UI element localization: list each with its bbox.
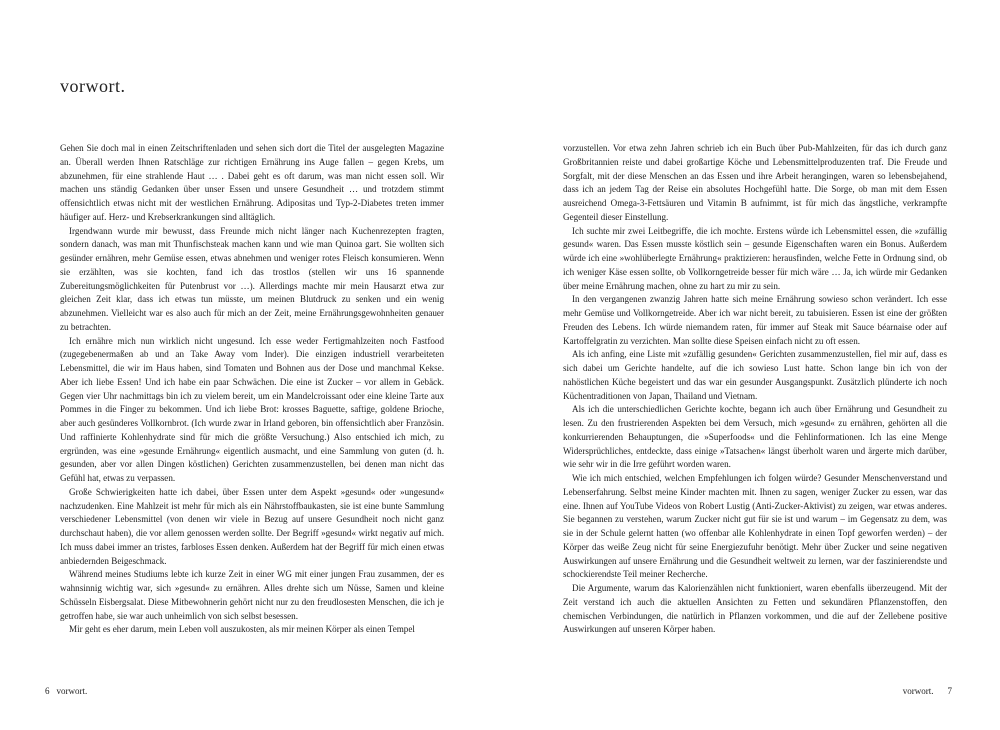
- paragraph: Mir geht es eher darum, mein Leben voll auszukosten, als mir meinen Körper als einen Tempel: [69, 624, 415, 635]
- paragraph: Ich suchte mir zwei Leitbegriffe, die ich mochte. Erstens würde ich Lebensmittel essen, die »zufällig gesund« waren. Das Essen musste köstlich sein – gesunde Eigenschaften waren ein Bonus. Außerdem würde ich eine »wohlüberlegte Ernährung« praktizieren: herausfinden, welche Fette in Ordnung sind, ob ich weniger Käse essen sollte, ob Vollkorngetreide besser für mich wäre … Ja, ich würde mir Gedanken über meine Ernährung machen, ohne zu hart zu mir zu sein.: [563, 225, 947, 291]
- running-head: vorwort.: [902, 686, 934, 696]
- left-body-text: [60, 142, 444, 637]
- paragraph: Während meines Studiums lebte ich kurze Zeit in einer WG mit einer jungen Frau zusammen, der es wahnsinnig wichtig war, sich »gesund« zu ernähren. Alles drehte sich um Nüsse, Samen und kleine Schüsseln Eisbergsalat. Diese Mitbewohnerin gehört nicht nur zu den freudlosesten Menschen, die ich je getroffen habe, sie war auch unheimlich von sich selbst besessen.: [60, 569, 444, 621]
- right-body-text: [563, 142, 947, 637]
- running-head: vorwort.: [56, 686, 88, 696]
- page-number: 7: [947, 686, 952, 696]
- paragraph: Gehen Sie doch mal in einen Zeitschriftenladen und sehen sich dort die Titel der ausgelegten Magazine an. Überall werden Ihnen Ratschläge zur richtigen Ernährung ins Auge fallen – gegen Krebs, um abzunehmen, für eine strahlende Haut … . Dabei geht es oft darum, was man nicht essen soll. Wir machen uns ständig Gedanken über unser Essen und unsere Gesundheit … und trotzdem stimmt offensichtlich etwas nicht mit der westlichen Ernährung. Adipositas und Typ-2-Diabetes treten immer häufiger auf. Herz- und Krebserkrankungen sind alltäglich.: [60, 143, 444, 222]
- paragraph: Als ich die unterschiedlichen Gerichte kochte, begann ich auch über Ernährung und Gesundheit zu lesen. Zu den frustrierenden Aspekten bei dem Versuch, mich »gesund« zu ernähren, gehörten all die konkurrierenden Behauptungen, die »Superfoods« und die Fehlinformationen. Ich las eine Menge Widersprüchliches, entdeckte, dass einige »Tatsachen« längst überholt waren und ärgerte mich darüber, wie sehr wir in die Irre geführt worden waren.: [563, 404, 947, 470]
- paragraph: In den vergangenen zwanzig Jahren hatte sich meine Ernährung sowieso schon verändert. Ich esse mehr Gemüse und Vollkorngetreide. Aber ich war nicht bereit, zu tabuisieren. Essen ist eine der größten Freuden des Lebens. Ich würde niemandem raten, für immer auf Steak mit Sauce béarnaise oder auf Kartoffelgratin zu verzichten. Man sollte diese Speisen einfach nicht zu oft essen.: [563, 294, 947, 346]
- chapter-title: vorwort.: [60, 76, 126, 96]
- page-number: 6: [45, 686, 50, 696]
- left-folio: [45, 686, 94, 696]
- right-folio: [903, 686, 952, 696]
- paragraph: Die Argumente, warum das Kalorienzählen nicht funktioniert, waren ebenfalls überzeugend. Mit der Zeit verstand ich auch die aktuellen Ansichten zu Fetten und sekundären Pflanzenstoffen, den chemischen Verbindungen, die natürlich in Pflanzen vorkommen, und die auf der Zellebene positive Auswirkungen auf unseren Körper haben.: [563, 583, 947, 635]
- paragraph: Wie ich mich entschied, welchen Empfehlungen ich folgen würde? Gesunder Menschenverstand und Lebenserfahrung. Selbst meine Kinder machten mit. Ihnen zu sagen, weniger Zucker zu essen, war das eine. Ihnen auf YouTube Videos von Robert Lustig (Anti-Zucker-Aktivist) zu zeigen, war etwas anderes. Sie begannen zu verstehen, warum Zucker nicht gut für sie ist und warum – im Gegensatz zu dem, was sie in der Schule gelernt hatten (wo offenbar alle Kohlenhydrate in einen Topf geworfen werden) – der Körper das weiße Zeug nicht für seine Energiezufuhr benötigt. Mehr über Zucker und seine negativen Auswirkungen auf unsere Ernährung und die Gesundheit weltweit zu lernen, war der faszinierendste und schockierendste Teil meiner Recherche.: [563, 473, 947, 580]
- paragraph: Irgendwann wurde mir bewusst, dass Freunde mich nicht länger nach Kuchenrezepten fragten, sondern danach, was man mit Thunfischsteak machen kann und wie man Quinoa gart. Sie wollten sich gesünder ernähren, mehr Gemüse essen, etwas abnehmen und weniger rotes Fleisch konsumieren. Wenn sie erzählten, was sie kochten, fand ich das trostlos (stellen wir uns 16 spannende Zubereitungsmöglichkeiten für Putenbrust vor …). Allerdings machte mir mein Hausarzt etwa zur gleichen Zeit klar, dass ich etwas tun müsste, um meinen Blutdruck zu senken und ein wenig abzunehmen. Vielleicht war es also auch für mich an der Zeit, meine Ernährungsgewohnheiten genauer zu betrachten.: [60, 225, 444, 332]
- paragraph: Als ich anfing, eine Liste mit »zufällig gesunden« Gerichten zusammenzustellen, fiel mir auf, dass es sich dabei um Gerichte handelte, auf die ich sowieso Lust hatte. Schon lange bin ich von der nahöstlichen Küche begeistert und das war ein gesunder Ausgangspunkt. Zusätzlich plünderte ich noch Küchentraditionen von Japan, Thailand und Vietnam.: [563, 349, 947, 401]
- right-page: [500, 0, 1000, 730]
- paragraph: vorzustellen. Vor etwa zehn Jahren schrieb ich ein Buch über Pub-Mahlzeiten, für das ich durch ganz Großbritannien reiste und dabei großartige Köche und Lebensmittelproduzenten traf. Die Freude und Sorgfalt, mit der diese Menschen an das Essen und ihre Arbeit herangingen, waren so lebensbejahend, dass ich an jedem Tag der Reise ein absolutes Hochgefühl hatte. Die Sorge, ob man mit dem Essen ausreichend Omega-3-Fettsäuren und Vitamin B aufnimmt, ist für mich das ängstliche, verkrampfte Gegenteil dieser Einstellung.: [563, 143, 947, 222]
- paragraph: Große Schwierigkeiten hatte ich dabei, über Essen unter dem Aspekt »gesund« oder »ungesund« nachzudenken. Eine Mahlzeit ist mehr für mich als ein Nährstoffbaukasten, sie ist eine bunte Sammlung verschiedener Lebensmittel (von denen wir viele in Bezug auf unsere Gesundheit noch nicht ganz durchschaut haben), die vor allem genossen werden sollte. Der Begriff »gesund« wirkt negativ auf mich. Ich muss dabei immer an tristes, farbloses Essen denken. Außerdem hat der Begriff für mich einen etwas anbiedernden Beigeschmack.: [60, 486, 444, 566]
- paragraph: Ich ernähre mich nun wirklich nicht ungesund. Ich esse weder Fertigmahlzeiten noch Fastfood (zugegebenermaßen ab und an Take Away vom Inder). Die einzigen industriell verarbeiteten Lebensmittel, die wir im Haus haben, sind Tomaten und Bohnen aus der Dose und manchmal Kekse. Aber ich liebe Essen! Und ich habe ein paar Schwächen. Die eine ist Zucker – vor allem in Gebäck. Gegen vier Uhr nachmittags bin ich zu vielem bereit, um ein Mandelcroissant oder eine kleine Tarte aux Pommes in die Finger zu bekommen. Und ich liebe Brot: krosses Baguette, saftige, goldene Brioche, aber auch gesünderes Vollkornbrot. (Ich wurde zwar in Irland geboren, bin offensichtlich aber Französin. Und raffinierte Kohlenhydrate sind für mich die größte Versuchung.) Also entschied ich mich, zu ergründen, was eine »gesunde Ernährung« eigentlich ausmacht, und eine Sammlung von guten (d. h. gesunden, aber vor allen Dingen köstlichen) Gerichten zusammenzustellen, bei denen man nicht das Gefühl hat, etwas zu verpassen.: [60, 335, 444, 483]
